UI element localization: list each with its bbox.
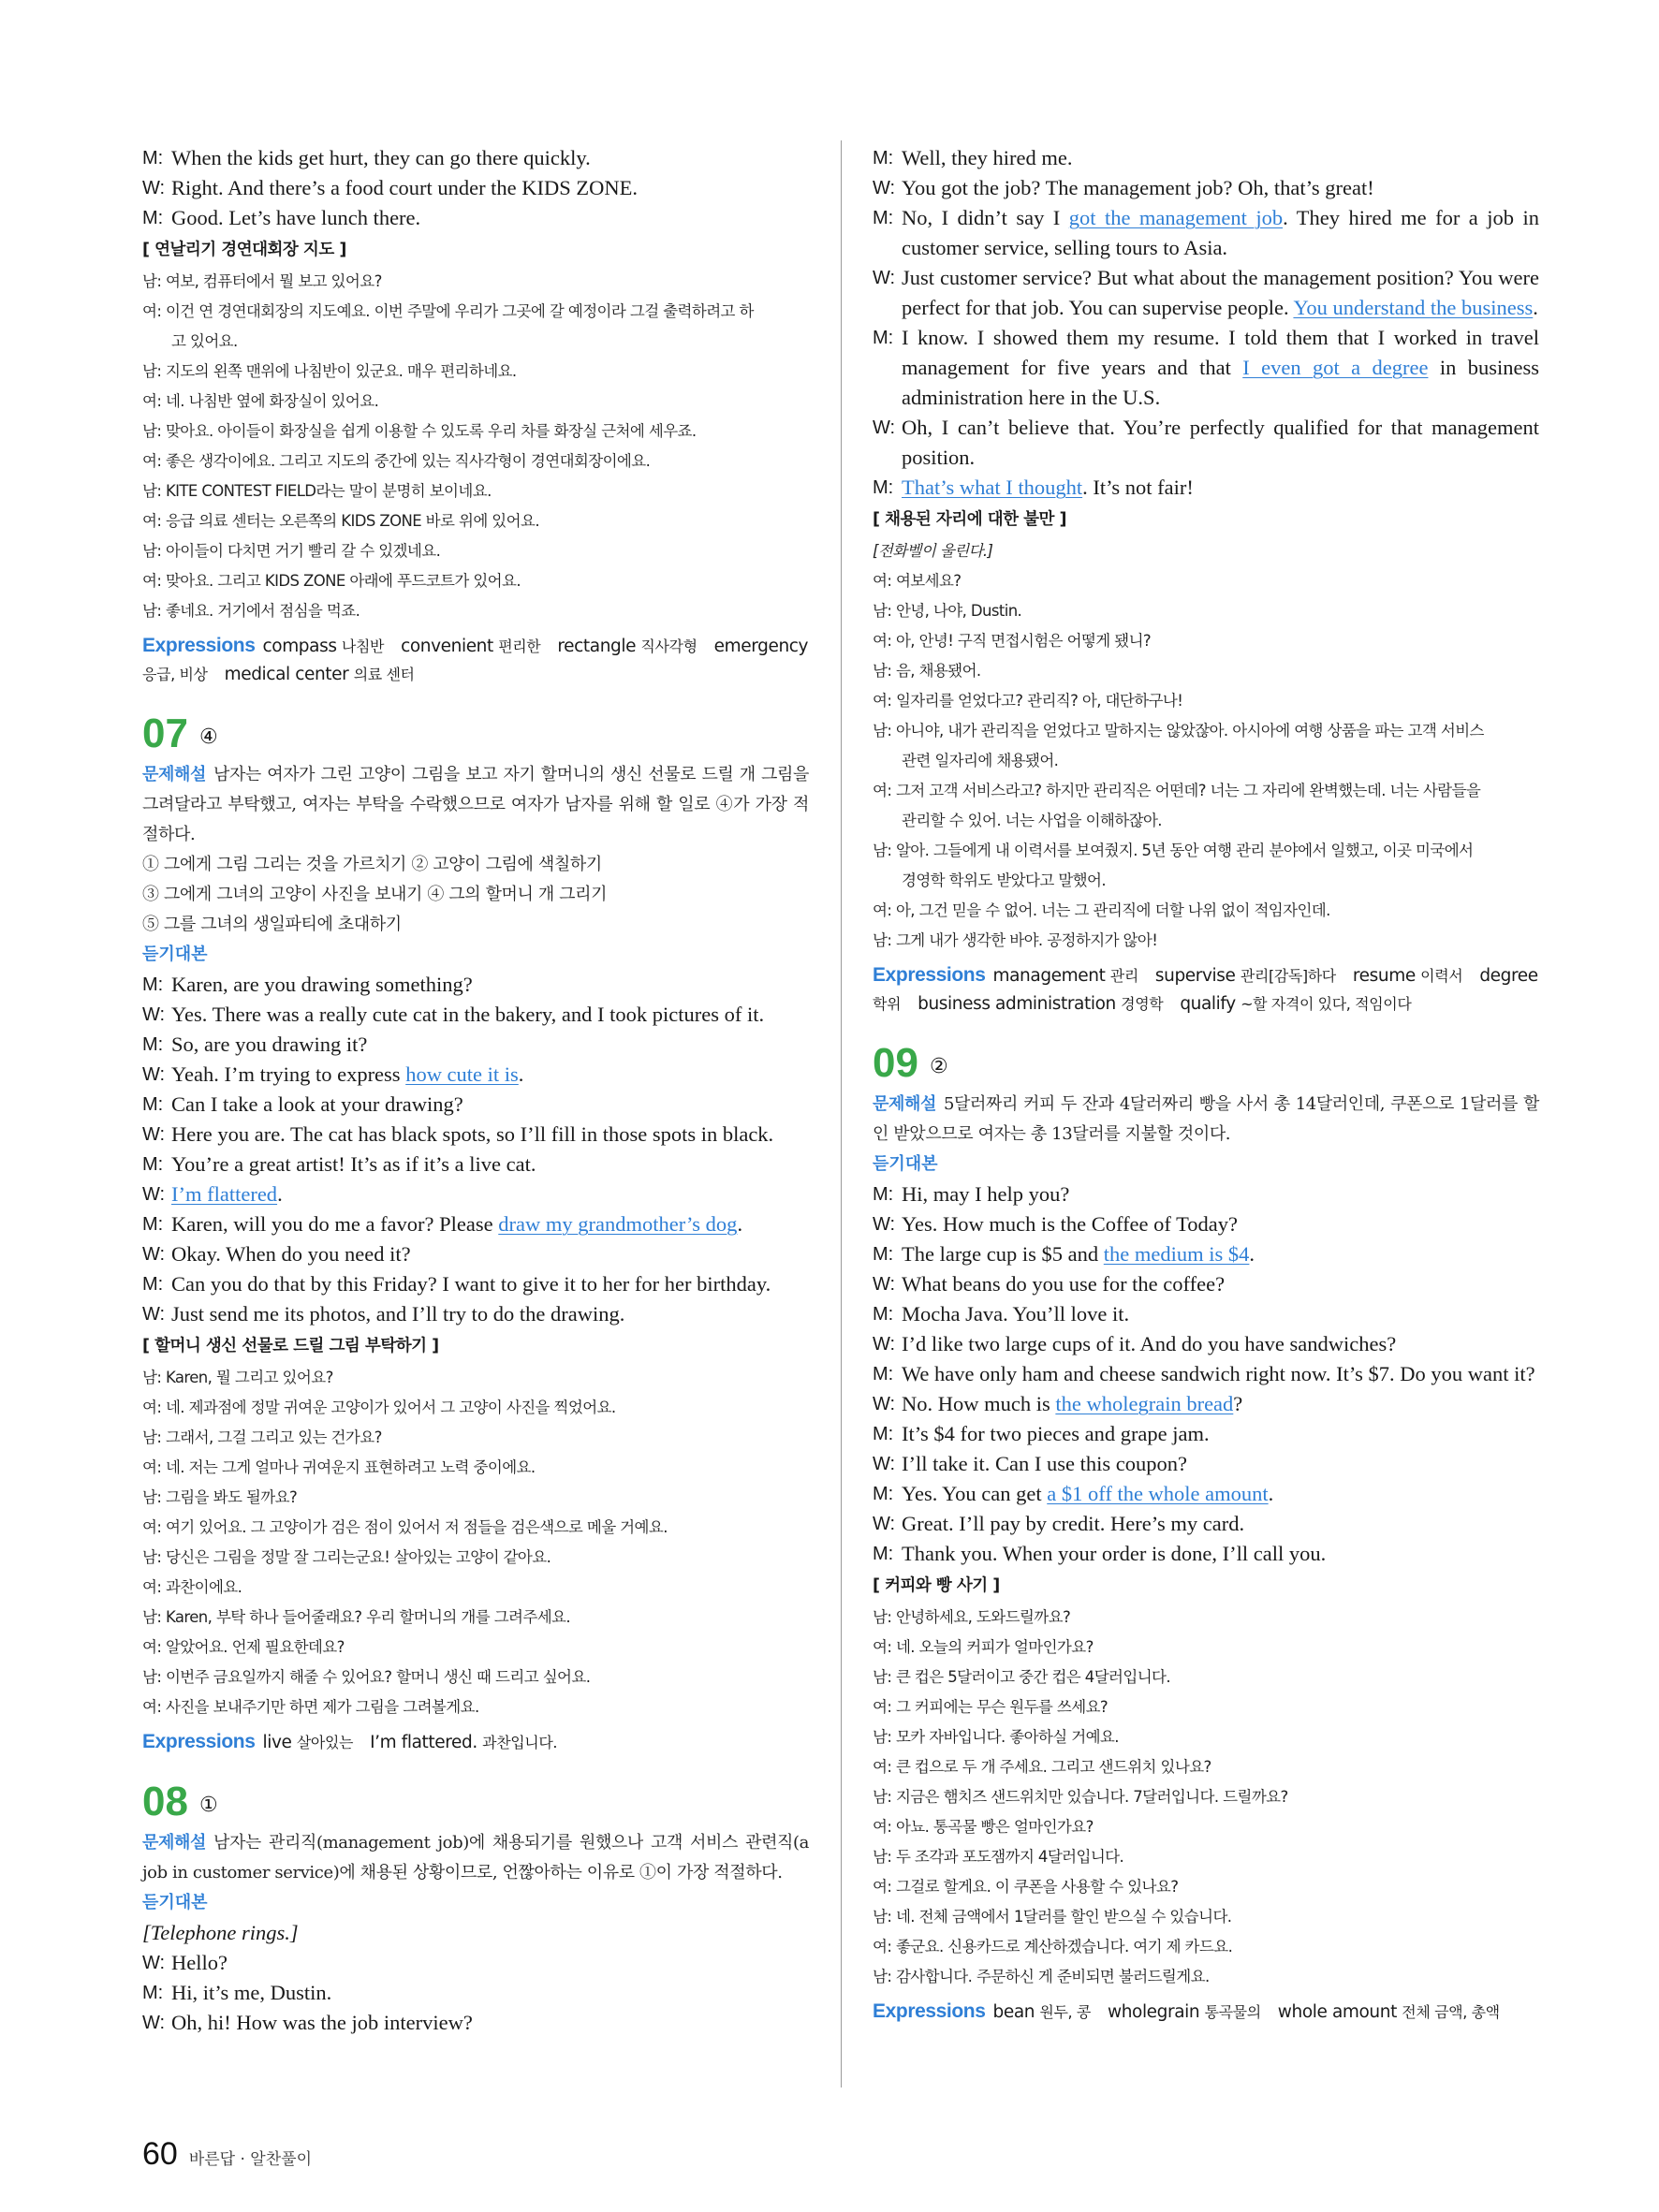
- explanation-text: 5달러짜리 커피 두 잔과 4달러짜리 빵을 사서 총 14달러인데, 쿠폰으로 1달러를 할인 받았으므로 여자는 총 13달러를 지불할 것이다.: [873, 1094, 1539, 1144]
- expressions-label: Expressions: [142, 635, 256, 656]
- dialogue-text-part: Well, they hired me.: [902, 146, 1073, 169]
- answer-mark: ②: [929, 1054, 948, 1078]
- dialogue-text-part: Okay. When do you need it?: [171, 1242, 411, 1266]
- dialogue-text-part: I know. I showed them my resume. I told them that I worked in travel management for five years and that: [902, 326, 1539, 379]
- translation-line: 여: 네. 저는 그게 얼마나 귀여운지 표현하려고 노력 중이에요.: [142, 1458, 536, 1476]
- translation-line: 남: 안녕하세요, 도와드릴까요?: [873, 1608, 1071, 1626]
- dialogue-line: [142, 1948, 809, 1978]
- explanation: [142, 1828, 809, 1888]
- dialogue-line: [873, 203, 1539, 263]
- speaker-label: W:: [873, 1214, 896, 1235]
- dialogue-text-part: Yeah. I’m trying to express: [171, 1062, 406, 1086]
- expression-gloss: 학위: [873, 995, 902, 1013]
- expression-gloss: ~할 자격이 있다, 적임이다: [1241, 995, 1412, 1013]
- dialogue-text-part: Karen, are you drawing something?: [171, 973, 473, 996]
- dialogue-line: [873, 1419, 1539, 1449]
- dialogue-text-part: Can I take a look at your drawing?: [171, 1092, 463, 1116]
- expression-gloss: 나침반: [341, 637, 385, 655]
- question-number: 07: [142, 710, 188, 756]
- dialogue-text-part: Here you are. The cat has black spots, so I’ll fill in those spots in black.: [171, 1122, 774, 1146]
- speaker-label: W:: [142, 178, 166, 198]
- speaker-label: W:: [142, 1184, 166, 1205]
- dialogue-line: [142, 203, 809, 233]
- expressions-box: [873, 961, 1539, 1018]
- speaker-label: W:: [142, 2013, 166, 2033]
- dialogue-line: [873, 473, 1539, 503]
- translation-heading: [ 채용된 자리에 대한 불만 ]: [873, 510, 1067, 529]
- dialogue-text: [902, 1539, 1539, 1569]
- explanation: [142, 760, 809, 850]
- expression-word: live: [262, 1733, 292, 1752]
- translation-line: 남: 안녕, 나야, Dustin.: [873, 602, 1022, 620]
- translation-line: 여: 사진을 보내주기만 하면 제가 그림을 그려볼게요.: [142, 1698, 479, 1716]
- dialogue-text-part: Great. I’ll pay by credit. Here’s my card.: [902, 1512, 1245, 1535]
- translation-heading: [ 커피와 빵 사기 ]: [873, 1576, 1000, 1595]
- dialogue-text-part: .: [277, 1182, 283, 1206]
- stage-direction: [Telephone rings.]: [142, 1921, 299, 1944]
- dialogue-line: [142, 1269, 809, 1299]
- speaker-label: W:: [142, 1244, 166, 1265]
- expression-gloss: 과찬입니다.: [482, 1734, 558, 1751]
- speaker-label: M:: [873, 1364, 894, 1384]
- answer-choice: ① 그에게 그림 그리는 것을 가르치기 ② 고양이 그림에 색칠하기: [142, 855, 602, 874]
- expression-word: management: [992, 966, 1106, 986]
- dialogue-text: [902, 1449, 1539, 1479]
- translation-line: 남: 지금은 햄치즈 샌드위치만 있습니다. 7달러입니다. 드릴까요?: [873, 1788, 1288, 1806]
- speaker-label: W:: [142, 1304, 166, 1325]
- speaker-label: W:: [873, 1454, 896, 1474]
- dialogue-text: [171, 143, 809, 173]
- translation-line: 경영학 학위도 받았다고 말했어.: [902, 872, 1106, 889]
- expressions-label: Expressions: [142, 1731, 256, 1752]
- speaker-label: M:: [142, 1034, 164, 1055]
- expression-gloss: 전체 금액, 총액: [1402, 2003, 1500, 2021]
- dialogue-text-part: Can you do that by this Friday? I want to give it to her for her birthday.: [171, 1272, 771, 1296]
- explanation-label: 문제해설: [142, 1833, 206, 1853]
- dialogue-text-part: No, I didn’t say I: [902, 206, 1069, 229]
- translation-line: 남: 모카 자바입니다. 좋아하실 거예요.: [873, 1728, 1119, 1746]
- dialogue-line: [873, 1539, 1539, 1569]
- translation-line: 남: 맞아요. 아이들이 화장실을 쉽게 이용할 수 있도록 우리 차를 화장실 근처에 세우죠.: [142, 422, 697, 440]
- translation-line: 여: 여기 있어요. 그 고양이가 검은 점이 있어서 저 점들을 검은색으로 메울 거예요.: [142, 1518, 668, 1536]
- translation-line: 남: 그게 내가 생각한 바야. 공정하지가 않아!: [873, 931, 1158, 949]
- dialogue-line: [142, 1299, 809, 1329]
- blank-answer: how cute it is: [405, 1062, 519, 1086]
- translation-line: 남: Karen, 부탁 하나 들어줄래요? 우리 할머니의 개를 그려주세요.: [142, 1608, 571, 1626]
- blank-answer: the wholegrain bread: [1055, 1392, 1234, 1415]
- dialogue-text: [171, 1150, 809, 1179]
- speaker-label: M:: [142, 1274, 164, 1295]
- speaker-label: W:: [142, 1953, 166, 1973]
- speaker-label: M:: [873, 328, 894, 348]
- dialogue-line: [142, 2008, 809, 2038]
- dialogue-line: [873, 413, 1539, 473]
- dialogue-text: [902, 173, 1539, 203]
- question-header: [873, 1037, 1539, 1090]
- translation-line: 남: 두 조각과 포도잼까지 4달러입니다.: [873, 1848, 1124, 1866]
- speaker-label: M:: [873, 1244, 894, 1265]
- dialogue-line: [142, 173, 809, 203]
- dialogue-text: [171, 1030, 809, 1060]
- dialogue-text-part: I’d like two large cups of it. And do you have sandwiches?: [902, 1332, 1397, 1355]
- explanation-text: 남자는 여자가 그린 고양이 그림을 보고 자기 할머니의 생신 선물로 드릴 개 그림을 그려달라고 부탁했고, 여자는 부탁을 수락했으므로 여자가 남자를 위해 할 일로 ④가 가장 적절하다.: [142, 765, 809, 844]
- left-column: [142, 143, 809, 2038]
- translation-line: 남: 아니야, 내가 관리직을 얻었다고 말하지는 않았잖아. 아시아에 여행 상품을 파는 고객 서비스: [873, 722, 1484, 740]
- dialogue-text: [902, 1209, 1539, 1239]
- dialogue-text-part: Yes. There was a really cute cat in the bakery, and I took pictures of it.: [171, 1003, 765, 1026]
- speaker-label: M:: [142, 1214, 164, 1235]
- dialogue-line: [142, 1239, 809, 1269]
- dialogue-line: [142, 1209, 809, 1239]
- dialogue-line: [873, 323, 1539, 413]
- dialogue-text-part: Good. Let’s have lunch there.: [171, 206, 421, 229]
- translation-line: 여: 그걸로 할게요. 이 쿠폰을 사용할 수 있나요?: [873, 1878, 1179, 1896]
- expressions-label: Expressions: [873, 2000, 986, 2022]
- dialogue-text-part: You got the job? The management job? Oh, that’s great!: [902, 176, 1374, 199]
- dialogue-text: [902, 1269, 1539, 1299]
- translation-heading: [ 연날리기 경연대회장 지도 ]: [142, 241, 346, 259]
- speaker-label: M:: [873, 1424, 894, 1444]
- dialogue-text: [902, 1179, 1539, 1209]
- speaker-label: M:: [142, 1094, 164, 1115]
- speaker-label: W:: [142, 1004, 166, 1025]
- translation-line: 여: 큰 컵으로 두 개 주세요. 그리고 샌드위치 있나요?: [873, 1758, 1211, 1776]
- dialogue-text-part: . They hired me for a job in customer service, selling tours to Asia.: [902, 206, 1539, 259]
- explanation-label: 문제해설: [142, 765, 206, 784]
- expressions-box: [142, 632, 809, 689]
- expression-word: resume: [1352, 966, 1416, 986]
- dialogue-text-part: .: [1268, 1482, 1274, 1505]
- dialogue-text-part: Thank you. When your order is done, I’ll call you.: [902, 1542, 1327, 1565]
- expression-word: business administration: [918, 994, 1116, 1014]
- dialogue-text-part: So, are you drawing it?: [171, 1033, 368, 1056]
- dialogue-text-part: .: [518, 1062, 524, 1086]
- dialogue-text-part: Right. And there’s a food court under the KIDS ZONE.: [171, 176, 639, 199]
- question-header: [142, 1776, 809, 1828]
- speaker-label: M:: [873, 148, 894, 168]
- translation-line: 여: 아뇨. 통곡물 빵은 얼마인가요?: [873, 1818, 1094, 1836]
- translation-line: 남: 그래서, 그걸 그리고 있는 건가요?: [142, 1428, 382, 1446]
- translation-line: 남: 이번주 금요일까지 해줄 수 있어요? 할머니 생신 때 드리고 싶어요.: [142, 1668, 591, 1686]
- translation-line: 여: 아, 그건 믿을 수 없어. 너는 그 관리직에 더할 나위 없이 적임자인데.: [873, 901, 1330, 919]
- script-label: 듣기대본: [142, 1893, 208, 1912]
- script-label: 듣기대본: [142, 945, 208, 964]
- dialogue-text-part: I’ll take it. Can I use this coupon?: [902, 1452, 1187, 1475]
- dialogue-text-part: Hi, it’s me, Dustin.: [171, 1981, 332, 2004]
- dialogue-line: [873, 1269, 1539, 1299]
- dialogue-line: [873, 143, 1539, 173]
- blank-answer: got the management job: [1068, 206, 1284, 229]
- answer-choice: ⑤ 그를 그녀의 생일파티에 초대하기: [142, 915, 402, 934]
- dialogue-text-part: The large cup is $5 and: [902, 1242, 1104, 1266]
- speaker-label: W:: [873, 1274, 896, 1295]
- speaker-label: W:: [873, 1334, 896, 1355]
- expression-word: wholegrain: [1107, 2002, 1200, 2022]
- translation-line: 남: 좋네요. 거기에서 점심을 먹죠.: [142, 602, 360, 620]
- dialogue-text: [902, 1359, 1539, 1389]
- dialogue-line: [142, 1030, 809, 1060]
- translation-line: 여: 맞아요. 그리고 KIDS ZONE 아래에 푸드코트가 있어요.: [142, 572, 521, 590]
- expression-gloss: 원두, 콩: [1039, 2003, 1091, 2021]
- dialogue-text: [171, 2008, 809, 2038]
- dialogue-text: [171, 1948, 809, 1978]
- dialogue-text: [902, 1419, 1539, 1449]
- dialogue-line: [873, 1329, 1539, 1359]
- translation-line: 여: 일자리를 얻었다고? 관리직? 아, 대단하구나!: [873, 692, 1183, 710]
- dialogue-line: [873, 1359, 1539, 1389]
- translation-line: 여: 네. 오늘의 커피가 얼마인가요?: [873, 1638, 1094, 1656]
- translation-line: 여: 아, 안녕! 구직 면접시험은 어떻게 됐니?: [873, 632, 1152, 650]
- expression-gloss: 직사각형: [640, 637, 697, 655]
- dialogue-text: [902, 143, 1539, 173]
- dialogue-text-part: Yes. You can get: [902, 1482, 1048, 1505]
- dialogue-text: [171, 1060, 809, 1090]
- stage-direction: [전화벨이 울린다.]: [873, 542, 993, 560]
- dialogue-text: [902, 203, 1539, 263]
- dialogue-text: [902, 323, 1539, 413]
- explanation-text: 남자는 관리직(management job)에 채용되기를 원했으나 고객 서비스 관련직(a job in customer service)에 채용된 상황이므로, 언짢아하는 이유로 ①이 가장 적절하다.: [142, 1833, 809, 1882]
- dialogue-text: [171, 173, 809, 203]
- expression-gloss: 통곡물의: [1204, 2003, 1261, 2021]
- dialogue-line: [142, 1978, 809, 2008]
- blank-answer: I’m flattered: [171, 1182, 278, 1206]
- dialogue-line: [873, 1449, 1539, 1479]
- translation-line: 여: 이건 연 경연대회장의 지도예요. 이번 주말에 우리가 그곳에 갈 예정이라 그걸 출력하려고 하: [142, 302, 754, 320]
- expression-gloss: 편리한: [498, 637, 541, 655]
- speaker-label: M:: [142, 1983, 164, 2003]
- dialogue-line: [873, 1239, 1539, 1269]
- dialogue-text-part: Yes. How much is the Coffee of Today?: [902, 1212, 1239, 1236]
- blank-answer: a $1 off the whole amount: [1047, 1482, 1269, 1505]
- translation-line: 여: 네. 제과점에 정말 귀여운 고양이가 있어서 그 고양이 사진을 찍었어요.: [142, 1399, 616, 1416]
- expressions-box: [142, 1728, 809, 1757]
- dialogue-text: [171, 1269, 809, 1299]
- expression-word: whole amount: [1277, 2002, 1397, 2022]
- expression-word: degree: [1479, 966, 1538, 986]
- translation-line: 남: 아이들이 다치면 거기 빨리 갈 수 있겠네요.: [142, 542, 441, 560]
- translation-line: 남: KITE CONTEST FIELD라는 말이 분명히 보이네요.: [142, 482, 492, 500]
- dialogue-text-part: You’re a great artist! It’s as if it’s a live cat.: [171, 1152, 536, 1176]
- dialogue-text: [902, 1389, 1539, 1419]
- dialogue-text: [902, 1479, 1539, 1509]
- question-number: 08: [142, 1779, 188, 1824]
- speaker-label: W:: [873, 417, 896, 438]
- dialogue-text-part: It’s $4 for two pieces and grape jam.: [902, 1422, 1210, 1445]
- dialogue-text-part: Mocha Java. You’ll love it.: [902, 1302, 1130, 1326]
- dialogue-text: [902, 1509, 1539, 1539]
- blank-answer: the medium is $4: [1103, 1242, 1250, 1266]
- dialogue-line: [873, 1509, 1539, 1539]
- dialogue-line: [142, 1090, 809, 1120]
- speaker-label: M:: [873, 477, 894, 498]
- dialogue-text-part: .: [1533, 296, 1538, 319]
- dialogue-line: [142, 1000, 809, 1030]
- explanation: [873, 1090, 1539, 1150]
- dialogue-text: [902, 473, 1539, 503]
- dialogue-line: [873, 1179, 1539, 1209]
- explanation-label: 문제해설: [873, 1094, 936, 1114]
- expression-word: emergency: [713, 637, 809, 656]
- dialogue-line: [142, 143, 809, 173]
- translation-line: 여: 좋은 생각이에요. 그리고 지도의 중간에 있는 직사각형이 경연대회장이에요.: [142, 452, 651, 470]
- dialogue-line: [142, 1179, 809, 1209]
- dialogue-line: [873, 1389, 1539, 1419]
- dialogue-text: [171, 1239, 809, 1269]
- translation-line: 남: 네. 전체 금액에서 1달러를 할인 받으실 수 있습니다.: [873, 1908, 1232, 1926]
- dialogue-text-part: . It’s not fair!: [1082, 476, 1194, 499]
- dialogue-text-part: When the kids get hurt, they can go there quickly.: [171, 146, 591, 169]
- translation-line: 여: 여보세요?: [873, 572, 962, 590]
- dialogue-line: [873, 173, 1539, 203]
- blank-answer: You understand the business: [1293, 296, 1534, 319]
- answer-mark: ①: [198, 1793, 218, 1817]
- translation-line: 남: 큰 컵은 5달러이고 중간 컵은 4달러입니다.: [873, 1668, 1171, 1686]
- dialogue-line: [873, 263, 1539, 323]
- dialogue-line: [142, 970, 809, 1000]
- dialogue-line: [873, 1209, 1539, 1239]
- translation-line: 남: 음, 채용됐어.: [873, 662, 981, 680]
- dialogue-text-part: Hello?: [171, 1951, 228, 1974]
- dialogue-text: [171, 1000, 809, 1030]
- expression-word: convenient: [401, 637, 493, 656]
- dialogue-text-part: What beans do you use for the coffee?: [902, 1272, 1226, 1296]
- speaker-label: M:: [873, 1184, 894, 1205]
- dialogue-text-part: We have only ham and cheese sandwich right now. It’s $7. Do you want it?: [902, 1362, 1535, 1385]
- dialogue-text: [171, 1978, 809, 2008]
- page-number: 60: [142, 2136, 178, 2172]
- speaker-label: M:: [142, 208, 164, 228]
- dialogue-text: [171, 1179, 809, 1209]
- translation-line: 관련 일자리에 채용됐어.: [902, 752, 1059, 769]
- dialogue-text-part: Hi, may I help you?: [902, 1182, 1070, 1206]
- dialogue-line: [142, 1120, 809, 1150]
- dialogue-text: [171, 1209, 809, 1239]
- translation-line: 여: 그 커피에는 무슨 원두를 쓰세요?: [873, 1698, 1108, 1716]
- expression-word: compass: [262, 637, 337, 656]
- translation-line: 여: 좋군요. 신용카드로 계산하겠습니다. 여기 제 카드요.: [873, 1938, 1233, 1956]
- blank-answer: draw my grandmother’s dog: [498, 1212, 738, 1236]
- dialogue-text-part: Oh, hi! How was the job interview?: [171, 2011, 473, 2034]
- translation-line: 여: 그저 고객 서비스라고? 하지만 관리직은 어떤데? 너는 그 자리에 완벽했는데. 너는 사람들을: [873, 782, 1481, 799]
- translation-line: 여: 네. 나침반 옆에 화장실이 있어요.: [142, 392, 379, 410]
- script-label: 듣기대본: [873, 1154, 938, 1174]
- dialogue-text-part: Just customer service? But what about the management position? You were perfect for that job. You can supervise people.: [902, 266, 1539, 319]
- speaker-label: W:: [873, 1514, 896, 1534]
- speaker-label: M:: [873, 1484, 894, 1504]
- dialogue-text-part: .: [1249, 1242, 1255, 1266]
- dialogue-text-part: Just send me its photos, and I’ll try to do the drawing.: [171, 1302, 625, 1326]
- question-number: 09: [873, 1040, 918, 1086]
- dialogue-text-part: Oh, I can’t believe that. You’re perfectly qualified for that management position.: [902, 416, 1539, 469]
- dialogue-line: [873, 1299, 1539, 1329]
- expression-gloss: 관리[감독]하다: [1240, 967, 1336, 985]
- translation-line: 여: 응급 의료 센터는 오른쪽의 KIDS ZONE 바로 위에 있어요.: [142, 512, 539, 530]
- translation-line: 관리할 수 있어. 너는 사업을 이해하잖아.: [902, 812, 1162, 829]
- speaker-label: M:: [142, 1154, 164, 1175]
- speaker-label: W:: [142, 1124, 166, 1145]
- speaker-label: W:: [142, 1064, 166, 1085]
- dialogue-text-part: ?: [1233, 1392, 1243, 1415]
- dialogue-text-part: Karen, will you do me a favor? Please: [171, 1212, 499, 1236]
- translation-line: 여: 과찬이에요.: [142, 1578, 242, 1596]
- speaker-label: W:: [873, 1394, 896, 1414]
- expression-word: qualify: [1180, 994, 1236, 1014]
- speaker-label: M:: [873, 1544, 894, 1564]
- dialogue-text: [171, 203, 809, 233]
- page-footer: [142, 2136, 312, 2173]
- column-divider: [841, 140, 842, 2087]
- dialogue-line: [142, 1150, 809, 1179]
- expression-gloss: 응급, 비상: [142, 666, 208, 683]
- speaker-label: W:: [873, 268, 896, 288]
- translation-line: 남: Karen, 뭘 그리고 있어요?: [142, 1369, 333, 1386]
- expression-gloss: 의료 센터: [353, 666, 415, 683]
- expression-word: I’m flattered.: [370, 1733, 477, 1752]
- question-header: [142, 708, 809, 760]
- expression-word: bean: [992, 2002, 1035, 2022]
- dialogue-text: [171, 1090, 809, 1120]
- speaker-label: M:: [873, 208, 894, 228]
- dialogue-text-part: No. How much is: [902, 1392, 1056, 1415]
- dialogue-text: [902, 1329, 1539, 1359]
- speaker-label: W:: [873, 178, 896, 198]
- translation-line: 고 있어요.: [171, 332, 238, 350]
- right-column: [873, 143, 1539, 2027]
- expressions-label: Expressions: [873, 964, 986, 986]
- blank-answer: I even got a degree: [1242, 356, 1429, 379]
- translation-line: 남: 여보, 컴퓨터에서 뭘 보고 있어요?: [142, 272, 382, 290]
- translation-heading: [ 할머니 생신 선물로 드릴 그림 부탁하기 ]: [142, 1337, 439, 1355]
- translation-line: 남: 알아. 그들에게 내 이력서를 보여줬지. 5년 동안 여행 관리 분야에서 일했고, 이곳 미국에서: [873, 842, 1474, 859]
- expression-gloss: 경영학: [1121, 995, 1164, 1013]
- dialogue-text: [902, 1299, 1539, 1329]
- expression-word: supervise: [1154, 966, 1236, 986]
- dialogue-text: [902, 413, 1539, 473]
- dialogue-text: [902, 1239, 1539, 1269]
- translation-line: 남: 지도의 왼쪽 맨위에 나침반이 있군요. 매우 편리하네요.: [142, 362, 517, 380]
- book-title: 바른답 · 알찬풀이: [188, 2150, 312, 2169]
- translation-line: 여: 알았어요. 언제 필요한데요?: [142, 1638, 345, 1656]
- dialogue-text: [902, 263, 1539, 323]
- blank-answer: That’s what I thought: [902, 476, 1083, 499]
- dialogue-text: [171, 1299, 809, 1329]
- answer-choice: ③ 그에게 그녀의 고양이 사진을 보내기 ④ 그의 할머니 개 그리기: [142, 885, 608, 904]
- expressions-box: [873, 1998, 1539, 2027]
- translation-line: 남: 그림을 봐도 될까요?: [142, 1488, 298, 1506]
- speaker-label: M:: [142, 974, 164, 995]
- translation-line: 남: 당신은 그림을 정말 잘 그리는군요! 살아있는 고양이 같아요.: [142, 1548, 551, 1566]
- speaker-label: M:: [873, 1304, 894, 1325]
- speaker-label: M:: [142, 148, 164, 168]
- dialogue-text: [171, 970, 809, 1000]
- expression-gloss: 살아있는: [296, 1734, 354, 1751]
- expression-gloss: 관리: [1109, 967, 1138, 985]
- dialogue-line: [873, 1479, 1539, 1509]
- dialogue-text-part: .: [737, 1212, 743, 1236]
- dialogue-text: [171, 1120, 809, 1150]
- expression-word: medical center: [224, 665, 349, 684]
- answer-mark: ④: [198, 725, 218, 749]
- translation-line: 남: 감사합니다. 주문하신 게 준비되면 불러드릴게요.: [873, 1968, 1210, 1985]
- expression-gloss: 이력서: [1420, 967, 1463, 985]
- dialogue-line: [142, 1060, 809, 1090]
- dialogue-text-part: in business administration here in the U.S.: [902, 356, 1539, 409]
- expression-word: rectangle: [557, 637, 637, 656]
